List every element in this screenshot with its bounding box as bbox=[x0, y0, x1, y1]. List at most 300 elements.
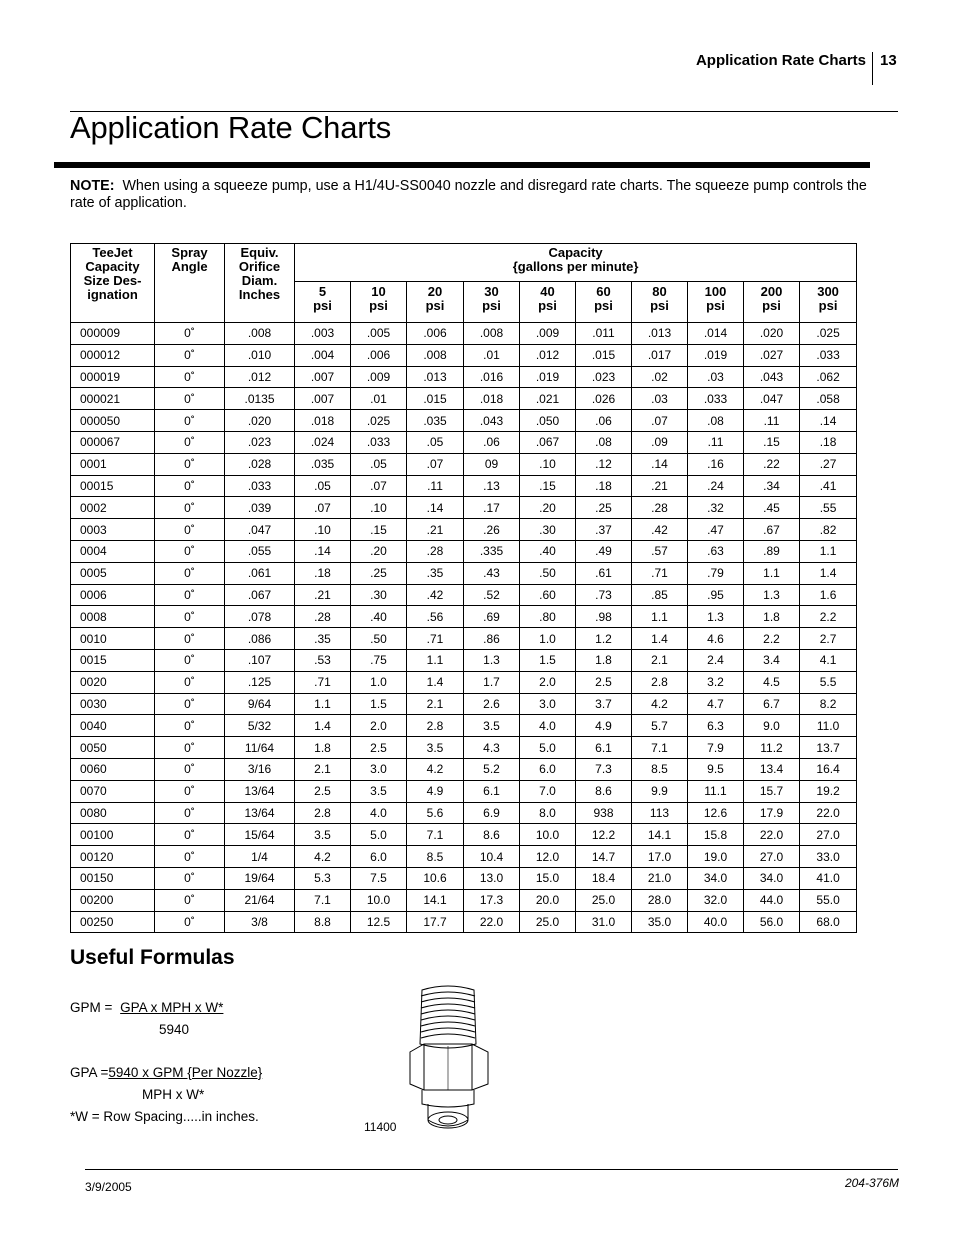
table-row bbox=[71, 519, 857, 541]
capacity-cell: 25.0 bbox=[520, 911, 576, 933]
pressure-unit: psi bbox=[818, 298, 838, 313]
capacity-cell: .01 bbox=[351, 388, 407, 410]
capacity-cell: 1.5 bbox=[351, 693, 407, 715]
capacity-cell: .25 bbox=[576, 497, 632, 519]
capacity-cell: .004 bbox=[295, 344, 351, 366]
designation-cell: 0050 bbox=[71, 737, 155, 759]
table-row bbox=[71, 911, 857, 933]
capacity-cell: .20 bbox=[520, 497, 576, 519]
figure-number: 11400 bbox=[364, 1120, 397, 1134]
orifice-cell: .039 bbox=[225, 497, 295, 519]
capacity-cell: .40 bbox=[351, 606, 407, 628]
capacity-cell: .86 bbox=[464, 628, 520, 650]
orifice-cell: .086 bbox=[225, 628, 295, 650]
capacity-cell: .025 bbox=[351, 410, 407, 432]
header-spray-angle: Spray Angle bbox=[155, 244, 225, 323]
capacity-cell: 4.1 bbox=[800, 649, 857, 671]
capacity-cell: .015 bbox=[407, 388, 464, 410]
capacity-cell: .035 bbox=[407, 410, 464, 432]
capacity-cell: .21 bbox=[632, 475, 688, 497]
designation-cell: 0001 bbox=[71, 453, 155, 475]
capacity-cell: .37 bbox=[576, 519, 632, 541]
table-row bbox=[71, 323, 857, 345]
angle-cell: 0˚ bbox=[155, 323, 225, 345]
pressure-unit: psi bbox=[313, 298, 332, 313]
capacity-cell: .015 bbox=[576, 344, 632, 366]
designation-cell: 00250 bbox=[71, 911, 155, 933]
capacity-cell: 4.0 bbox=[520, 715, 576, 737]
angle-cell: 0˚ bbox=[155, 519, 225, 541]
capacity-cell: 2.7 bbox=[800, 628, 857, 650]
angle-cell: 0˚ bbox=[155, 366, 225, 388]
capacity-cell: 40.0 bbox=[688, 911, 744, 933]
capacity-cell: 7.3 bbox=[576, 758, 632, 780]
title-rule bbox=[54, 162, 870, 168]
orifice-cell: .012 bbox=[225, 366, 295, 388]
angle-cell: 0˚ bbox=[155, 562, 225, 584]
capacity-cell: .03 bbox=[688, 366, 744, 388]
capacity-cell: .017 bbox=[632, 344, 688, 366]
capacity-cell: .42 bbox=[632, 519, 688, 541]
capacity-cell: 27.0 bbox=[800, 824, 857, 846]
gpm-label: GPM = bbox=[70, 1000, 113, 1015]
capacity-cell: .16 bbox=[688, 453, 744, 475]
running-header-title: Application Rate Charts bbox=[695, 52, 866, 69]
table-row bbox=[71, 867, 857, 889]
pressure-value: 5 bbox=[318, 284, 327, 299]
capacity-cell: 1.0 bbox=[520, 628, 576, 650]
pressure-value: 60 bbox=[596, 284, 611, 299]
capacity-cell: 14.7 bbox=[576, 846, 632, 868]
orifice-cell: .078 bbox=[225, 606, 295, 628]
capacity-cell: .013 bbox=[632, 323, 688, 345]
capacity-cell: .43 bbox=[464, 562, 520, 584]
pressure-value: 10 bbox=[371, 284, 386, 299]
capacity-cell: 35.0 bbox=[632, 911, 688, 933]
capacity-cell: .95 bbox=[688, 584, 744, 606]
capacity-cell: 16.4 bbox=[800, 758, 857, 780]
designation-cell: 00200 bbox=[71, 889, 155, 911]
capacity-cell: 8.8 bbox=[295, 911, 351, 933]
capacity-cell: .22 bbox=[744, 453, 800, 475]
capacity-cell: 15.0 bbox=[520, 867, 576, 889]
table-row bbox=[71, 497, 857, 519]
designation-cell: 00100 bbox=[71, 824, 155, 846]
capacity-cell: .007 bbox=[295, 388, 351, 410]
table-row bbox=[71, 388, 857, 410]
capacity-cell: 33.0 bbox=[800, 846, 857, 868]
capacity-cell: .14 bbox=[407, 497, 464, 519]
capacity-cell: 113 bbox=[632, 802, 688, 824]
header-pressure bbox=[464, 282, 520, 323]
footer-rule bbox=[85, 1169, 898, 1170]
designation-cell: 0003 bbox=[71, 519, 155, 541]
capacity-cell: 8.5 bbox=[407, 846, 464, 868]
designation-cell: 0005 bbox=[71, 562, 155, 584]
orifice-cell: 19/64 bbox=[225, 867, 295, 889]
capacity-subtitle: {gallons per minute} bbox=[512, 259, 639, 274]
capacity-cell: .025 bbox=[800, 323, 857, 345]
capacity-cell: 22.0 bbox=[744, 824, 800, 846]
capacity-cell: .18 bbox=[295, 562, 351, 584]
capacity-cell: 1.1 bbox=[744, 562, 800, 584]
capacity-cell: 21.0 bbox=[632, 867, 688, 889]
angle-cell: 0˚ bbox=[155, 388, 225, 410]
capacity-cell: 6.3 bbox=[688, 715, 744, 737]
capacity-cell: .019 bbox=[520, 366, 576, 388]
capacity-cell: .98 bbox=[576, 606, 632, 628]
designation-cell: 000012 bbox=[71, 344, 155, 366]
capacity-cell: .15 bbox=[744, 431, 800, 453]
table-row bbox=[71, 889, 857, 911]
footer-document-number: 204-376M bbox=[844, 1176, 899, 1190]
pressure-unit: psi bbox=[538, 298, 557, 313]
capacity-cell: 9.5 bbox=[688, 758, 744, 780]
capacity-cell: .40 bbox=[520, 540, 576, 562]
capacity-cell: .80 bbox=[520, 606, 576, 628]
capacity-cell: 1.3 bbox=[464, 649, 520, 671]
capacity-cell: .53 bbox=[295, 649, 351, 671]
angle-cell: 0˚ bbox=[155, 780, 225, 802]
capacity-cell: .03 bbox=[632, 388, 688, 410]
designation-cell: 0040 bbox=[71, 715, 155, 737]
capacity-cell: .28 bbox=[295, 606, 351, 628]
capacity-cell: .56 bbox=[407, 606, 464, 628]
capacity-cell: .09 bbox=[632, 431, 688, 453]
angle-cell: 0˚ bbox=[155, 802, 225, 824]
capacity-cell: 3.7 bbox=[576, 693, 632, 715]
capacity-cell: .47 bbox=[688, 519, 744, 541]
capacity-cell: .07 bbox=[407, 453, 464, 475]
capacity-cell: 17.7 bbox=[407, 911, 464, 933]
capacity-cell: 1.6 bbox=[800, 584, 857, 606]
angle-cell: 0˚ bbox=[155, 344, 225, 366]
designation-cell: 0015 bbox=[71, 649, 155, 671]
capacity-cell: .023 bbox=[576, 366, 632, 388]
capacity-title: Capacity bbox=[548, 245, 603, 260]
capacity-cell: 8.2 bbox=[800, 693, 857, 715]
capacity-cell: .69 bbox=[464, 606, 520, 628]
capacity-cell: .30 bbox=[351, 584, 407, 606]
capacity-cell: 22.0 bbox=[800, 802, 857, 824]
capacity-cell: 2.8 bbox=[295, 802, 351, 824]
capacity-cell: 1.8 bbox=[576, 649, 632, 671]
table-row bbox=[71, 846, 857, 868]
capacity-cell: .016 bbox=[464, 366, 520, 388]
capacity-cell: 2.8 bbox=[632, 671, 688, 693]
page-number: 13 bbox=[880, 52, 897, 69]
formulas-title: Useful Formulas bbox=[70, 946, 235, 969]
capacity-cell: .009 bbox=[520, 323, 576, 345]
capacity-cell: 6.7 bbox=[744, 693, 800, 715]
capacity-cell: 7.1 bbox=[407, 824, 464, 846]
capacity-cell: .007 bbox=[295, 366, 351, 388]
capacity-cell: .21 bbox=[295, 584, 351, 606]
capacity-cell: 1.2 bbox=[576, 628, 632, 650]
orifice-cell: 5/32 bbox=[225, 715, 295, 737]
header-pressure bbox=[520, 282, 576, 323]
gpa-formula bbox=[70, 1065, 262, 1080]
designation-cell: 000019 bbox=[71, 366, 155, 388]
capacity-cell: 4.2 bbox=[295, 846, 351, 868]
capacity-cell: 31.0 bbox=[576, 911, 632, 933]
gpm-formula bbox=[70, 1000, 223, 1015]
capacity-cell: .003 bbox=[295, 323, 351, 345]
capacity-cell: .009 bbox=[351, 366, 407, 388]
pressure-value: 200 bbox=[760, 284, 783, 299]
orifice-cell: 11/64 bbox=[225, 737, 295, 759]
capacity-cell: 6.1 bbox=[464, 780, 520, 802]
capacity-cell: .012 bbox=[520, 344, 576, 366]
capacity-cell: 19.2 bbox=[800, 780, 857, 802]
capacity-cell: .08 bbox=[576, 431, 632, 453]
capacity-cell: .12 bbox=[576, 453, 632, 475]
capacity-cell: 9.9 bbox=[632, 780, 688, 802]
capacity-cell: 1.3 bbox=[744, 584, 800, 606]
capacity-cell: .45 bbox=[744, 497, 800, 519]
pressure-value: 40 bbox=[540, 284, 555, 299]
table-row bbox=[71, 715, 857, 737]
designation-cell: 00015 bbox=[71, 475, 155, 497]
capacity-cell: 22.0 bbox=[464, 911, 520, 933]
capacity-cell: .67 bbox=[744, 519, 800, 541]
capacity-cell: 4.6 bbox=[688, 628, 744, 650]
capacity-cell: .18 bbox=[800, 431, 857, 453]
capacity-cell: 6.0 bbox=[520, 758, 576, 780]
capacity-cell: 17.0 bbox=[632, 846, 688, 868]
capacity-cell: .10 bbox=[295, 519, 351, 541]
orifice-cell: 13/64 bbox=[225, 802, 295, 824]
capacity-cell: 3.0 bbox=[520, 693, 576, 715]
capacity-cell: 5.2 bbox=[464, 758, 520, 780]
capacity-cell: .57 bbox=[632, 540, 688, 562]
angle-cell: 0˚ bbox=[155, 715, 225, 737]
capacity-cell: 14.1 bbox=[407, 889, 464, 911]
capacity-cell: .021 bbox=[520, 388, 576, 410]
capacity-cell: 3.5 bbox=[464, 715, 520, 737]
table-row bbox=[71, 410, 857, 432]
capacity-cell: .75 bbox=[351, 649, 407, 671]
capacity-cell: .82 bbox=[800, 519, 857, 541]
capacity-cell: 28.0 bbox=[632, 889, 688, 911]
capacity-cell: 32.0 bbox=[688, 889, 744, 911]
pressure-unit: psi bbox=[762, 298, 781, 313]
capacity-cell: .18 bbox=[576, 475, 632, 497]
capacity-cell: 3.5 bbox=[295, 824, 351, 846]
capacity-cell: .062 bbox=[800, 366, 857, 388]
capacity-cell: 5.5 bbox=[800, 671, 857, 693]
capacity-cell: 3.5 bbox=[351, 780, 407, 802]
capacity-cell: .35 bbox=[407, 562, 464, 584]
gpm-denominator: 5940 bbox=[159, 1022, 190, 1037]
pressure-value: 100 bbox=[704, 284, 727, 299]
capacity-cell: 4.5 bbox=[744, 671, 800, 693]
table-row bbox=[71, 606, 857, 628]
designation-cell: 0006 bbox=[71, 584, 155, 606]
capacity-cell: .25 bbox=[351, 562, 407, 584]
capacity-cell: 10.6 bbox=[407, 867, 464, 889]
nozzle-drawing-icon bbox=[402, 982, 494, 1134]
capacity-cell: .42 bbox=[407, 584, 464, 606]
capacity-cell: .14 bbox=[632, 453, 688, 475]
capacity-cell: 2.5 bbox=[351, 737, 407, 759]
header-pressure bbox=[632, 282, 688, 323]
header-pressure bbox=[800, 282, 857, 323]
capacity-cell: .01 bbox=[464, 344, 520, 366]
capacity-cell: .73 bbox=[576, 584, 632, 606]
capacity-cell: 5.0 bbox=[351, 824, 407, 846]
orifice-cell: 1/4 bbox=[225, 846, 295, 868]
capacity-cell: .020 bbox=[744, 323, 800, 345]
capacity-cell: 11.0 bbox=[800, 715, 857, 737]
capacity-cell: 1.3 bbox=[688, 606, 744, 628]
capacity-cell: .71 bbox=[407, 628, 464, 650]
angle-cell: 0˚ bbox=[155, 475, 225, 497]
capacity-cell: 7.5 bbox=[351, 867, 407, 889]
orifice-cell: 3/8 bbox=[225, 911, 295, 933]
table-row bbox=[71, 693, 857, 715]
note-text: When using a squeeze pump, use a H1/4U-SS0040 nozzle and disregard rate charts. The squeeze pump controls the rate of application. bbox=[70, 178, 867, 211]
table-row bbox=[71, 649, 857, 671]
orifice-cell: .125 bbox=[225, 671, 295, 693]
capacity-cell: 34.0 bbox=[688, 867, 744, 889]
capacity-cell: .05 bbox=[351, 453, 407, 475]
designation-cell: 0008 bbox=[71, 606, 155, 628]
capacity-cell: .07 bbox=[351, 475, 407, 497]
orifice-cell: .008 bbox=[225, 323, 295, 345]
designation-cell: 00120 bbox=[71, 846, 155, 868]
capacity-cell: .10 bbox=[351, 497, 407, 519]
capacity-cell: .61 bbox=[576, 562, 632, 584]
angle-cell: 0˚ bbox=[155, 758, 225, 780]
designation-cell: 0060 bbox=[71, 758, 155, 780]
capacity-cell: 13.7 bbox=[800, 737, 857, 759]
capacity-cell: .014 bbox=[688, 323, 744, 345]
capacity-cell: 1.4 bbox=[632, 628, 688, 650]
capacity-cell: 19.0 bbox=[688, 846, 744, 868]
capacity-cell: .047 bbox=[744, 388, 800, 410]
capacity-cell: .50 bbox=[351, 628, 407, 650]
table-row bbox=[71, 671, 857, 693]
designation-cell: 000067 bbox=[71, 431, 155, 453]
capacity-cell: 10.0 bbox=[520, 824, 576, 846]
orifice-cell: 15/64 bbox=[225, 824, 295, 846]
capacity-cell: 10.4 bbox=[464, 846, 520, 868]
orifice-cell: 9/64 bbox=[225, 693, 295, 715]
angle-cell: 0˚ bbox=[155, 584, 225, 606]
header-designation: TeeJet Capacity Size Des-ignation bbox=[71, 244, 155, 323]
table-row bbox=[71, 453, 857, 475]
table-row bbox=[71, 344, 857, 366]
capacity-cell: .11 bbox=[407, 475, 464, 497]
capacity-cell: 11.2 bbox=[744, 737, 800, 759]
capacity-cell: 5.3 bbox=[295, 867, 351, 889]
capacity-cell: .006 bbox=[351, 344, 407, 366]
capacity-cell: 1.1 bbox=[632, 606, 688, 628]
capacity-cell: 11.1 bbox=[688, 780, 744, 802]
pressure-value: 80 bbox=[652, 284, 667, 299]
capacity-cell: .06 bbox=[464, 431, 520, 453]
capacity-cell: .026 bbox=[576, 388, 632, 410]
orifice-cell: .023 bbox=[225, 431, 295, 453]
angle-cell: 0˚ bbox=[155, 824, 225, 846]
capacity-cell: 2.4 bbox=[688, 649, 744, 671]
capacity-cell: .05 bbox=[295, 475, 351, 497]
pressure-unit: psi bbox=[369, 298, 388, 313]
angle-cell: 0˚ bbox=[155, 628, 225, 650]
angle-cell: 0˚ bbox=[155, 431, 225, 453]
gpm-numerator: GPA x MPH x W* bbox=[120, 1000, 224, 1015]
capacity-cell: .27 bbox=[800, 453, 857, 475]
capacity-cell: .011 bbox=[576, 323, 632, 345]
capacity-cell: .21 bbox=[407, 519, 464, 541]
orifice-cell: .055 bbox=[225, 540, 295, 562]
capacity-cell: 10.0 bbox=[351, 889, 407, 911]
capacity-cell: 6.9 bbox=[464, 802, 520, 824]
capacity-cell: 7.0 bbox=[520, 780, 576, 802]
capacity-cell: 34.0 bbox=[744, 867, 800, 889]
capacity-cell: .024 bbox=[295, 431, 351, 453]
capacity-cell: 3.0 bbox=[351, 758, 407, 780]
capacity-cell: .033 bbox=[351, 431, 407, 453]
capacity-cell: .79 bbox=[688, 562, 744, 584]
capacity-cell: .14 bbox=[800, 410, 857, 432]
capacity-cell: 1.0 bbox=[351, 671, 407, 693]
header-pressure bbox=[351, 282, 407, 323]
capacity-cell: 7.1 bbox=[295, 889, 351, 911]
capacity-cell: .71 bbox=[632, 562, 688, 584]
capacity-cell: .30 bbox=[520, 519, 576, 541]
capacity-cell: .027 bbox=[744, 344, 800, 366]
capacity-cell: 8.0 bbox=[520, 802, 576, 824]
capacity-cell: 938 bbox=[576, 802, 632, 824]
capacity-cell: .26 bbox=[464, 519, 520, 541]
capacity-cell: .15 bbox=[351, 519, 407, 541]
capacity-cell: .28 bbox=[632, 497, 688, 519]
row-spacing-footnote: *W = Row Spacing.....in inches. bbox=[70, 1109, 259, 1124]
angle-cell: 0˚ bbox=[155, 911, 225, 933]
designation-cell: 0004 bbox=[71, 540, 155, 562]
capacity-cell: 56.0 bbox=[744, 911, 800, 933]
pressure-value: 300 bbox=[817, 284, 839, 299]
capacity-cell: 5.0 bbox=[520, 737, 576, 759]
header-pressure bbox=[407, 282, 464, 323]
capacity-cell: 13.4 bbox=[744, 758, 800, 780]
capacity-cell: 4.3 bbox=[464, 737, 520, 759]
orifice-cell: .010 bbox=[225, 344, 295, 366]
designation-cell: 000009 bbox=[71, 323, 155, 345]
capacity-cell: .035 bbox=[295, 453, 351, 475]
capacity-cell: 1.5 bbox=[520, 649, 576, 671]
capacity-cell: 13.0 bbox=[464, 867, 520, 889]
capacity-cell: 15.8 bbox=[688, 824, 744, 846]
capacity-cell: 2.5 bbox=[295, 780, 351, 802]
capacity-cell: 2.1 bbox=[407, 693, 464, 715]
capacity-cell: 1.1 bbox=[295, 693, 351, 715]
capacity-cell: .013 bbox=[407, 366, 464, 388]
designation-cell: 000050 bbox=[71, 410, 155, 432]
pressure-value: 20 bbox=[427, 284, 443, 299]
header-divider bbox=[872, 52, 873, 85]
capacity-cell: 8.6 bbox=[576, 780, 632, 802]
capacity-cell: .05 bbox=[407, 431, 464, 453]
capacity-cell: .11 bbox=[688, 431, 744, 453]
capacity-cell: .018 bbox=[464, 388, 520, 410]
capacity-cell: 68.0 bbox=[800, 911, 857, 933]
orifice-cell: .028 bbox=[225, 453, 295, 475]
capacity-cell: .06 bbox=[576, 410, 632, 432]
angle-cell: 0˚ bbox=[155, 497, 225, 519]
